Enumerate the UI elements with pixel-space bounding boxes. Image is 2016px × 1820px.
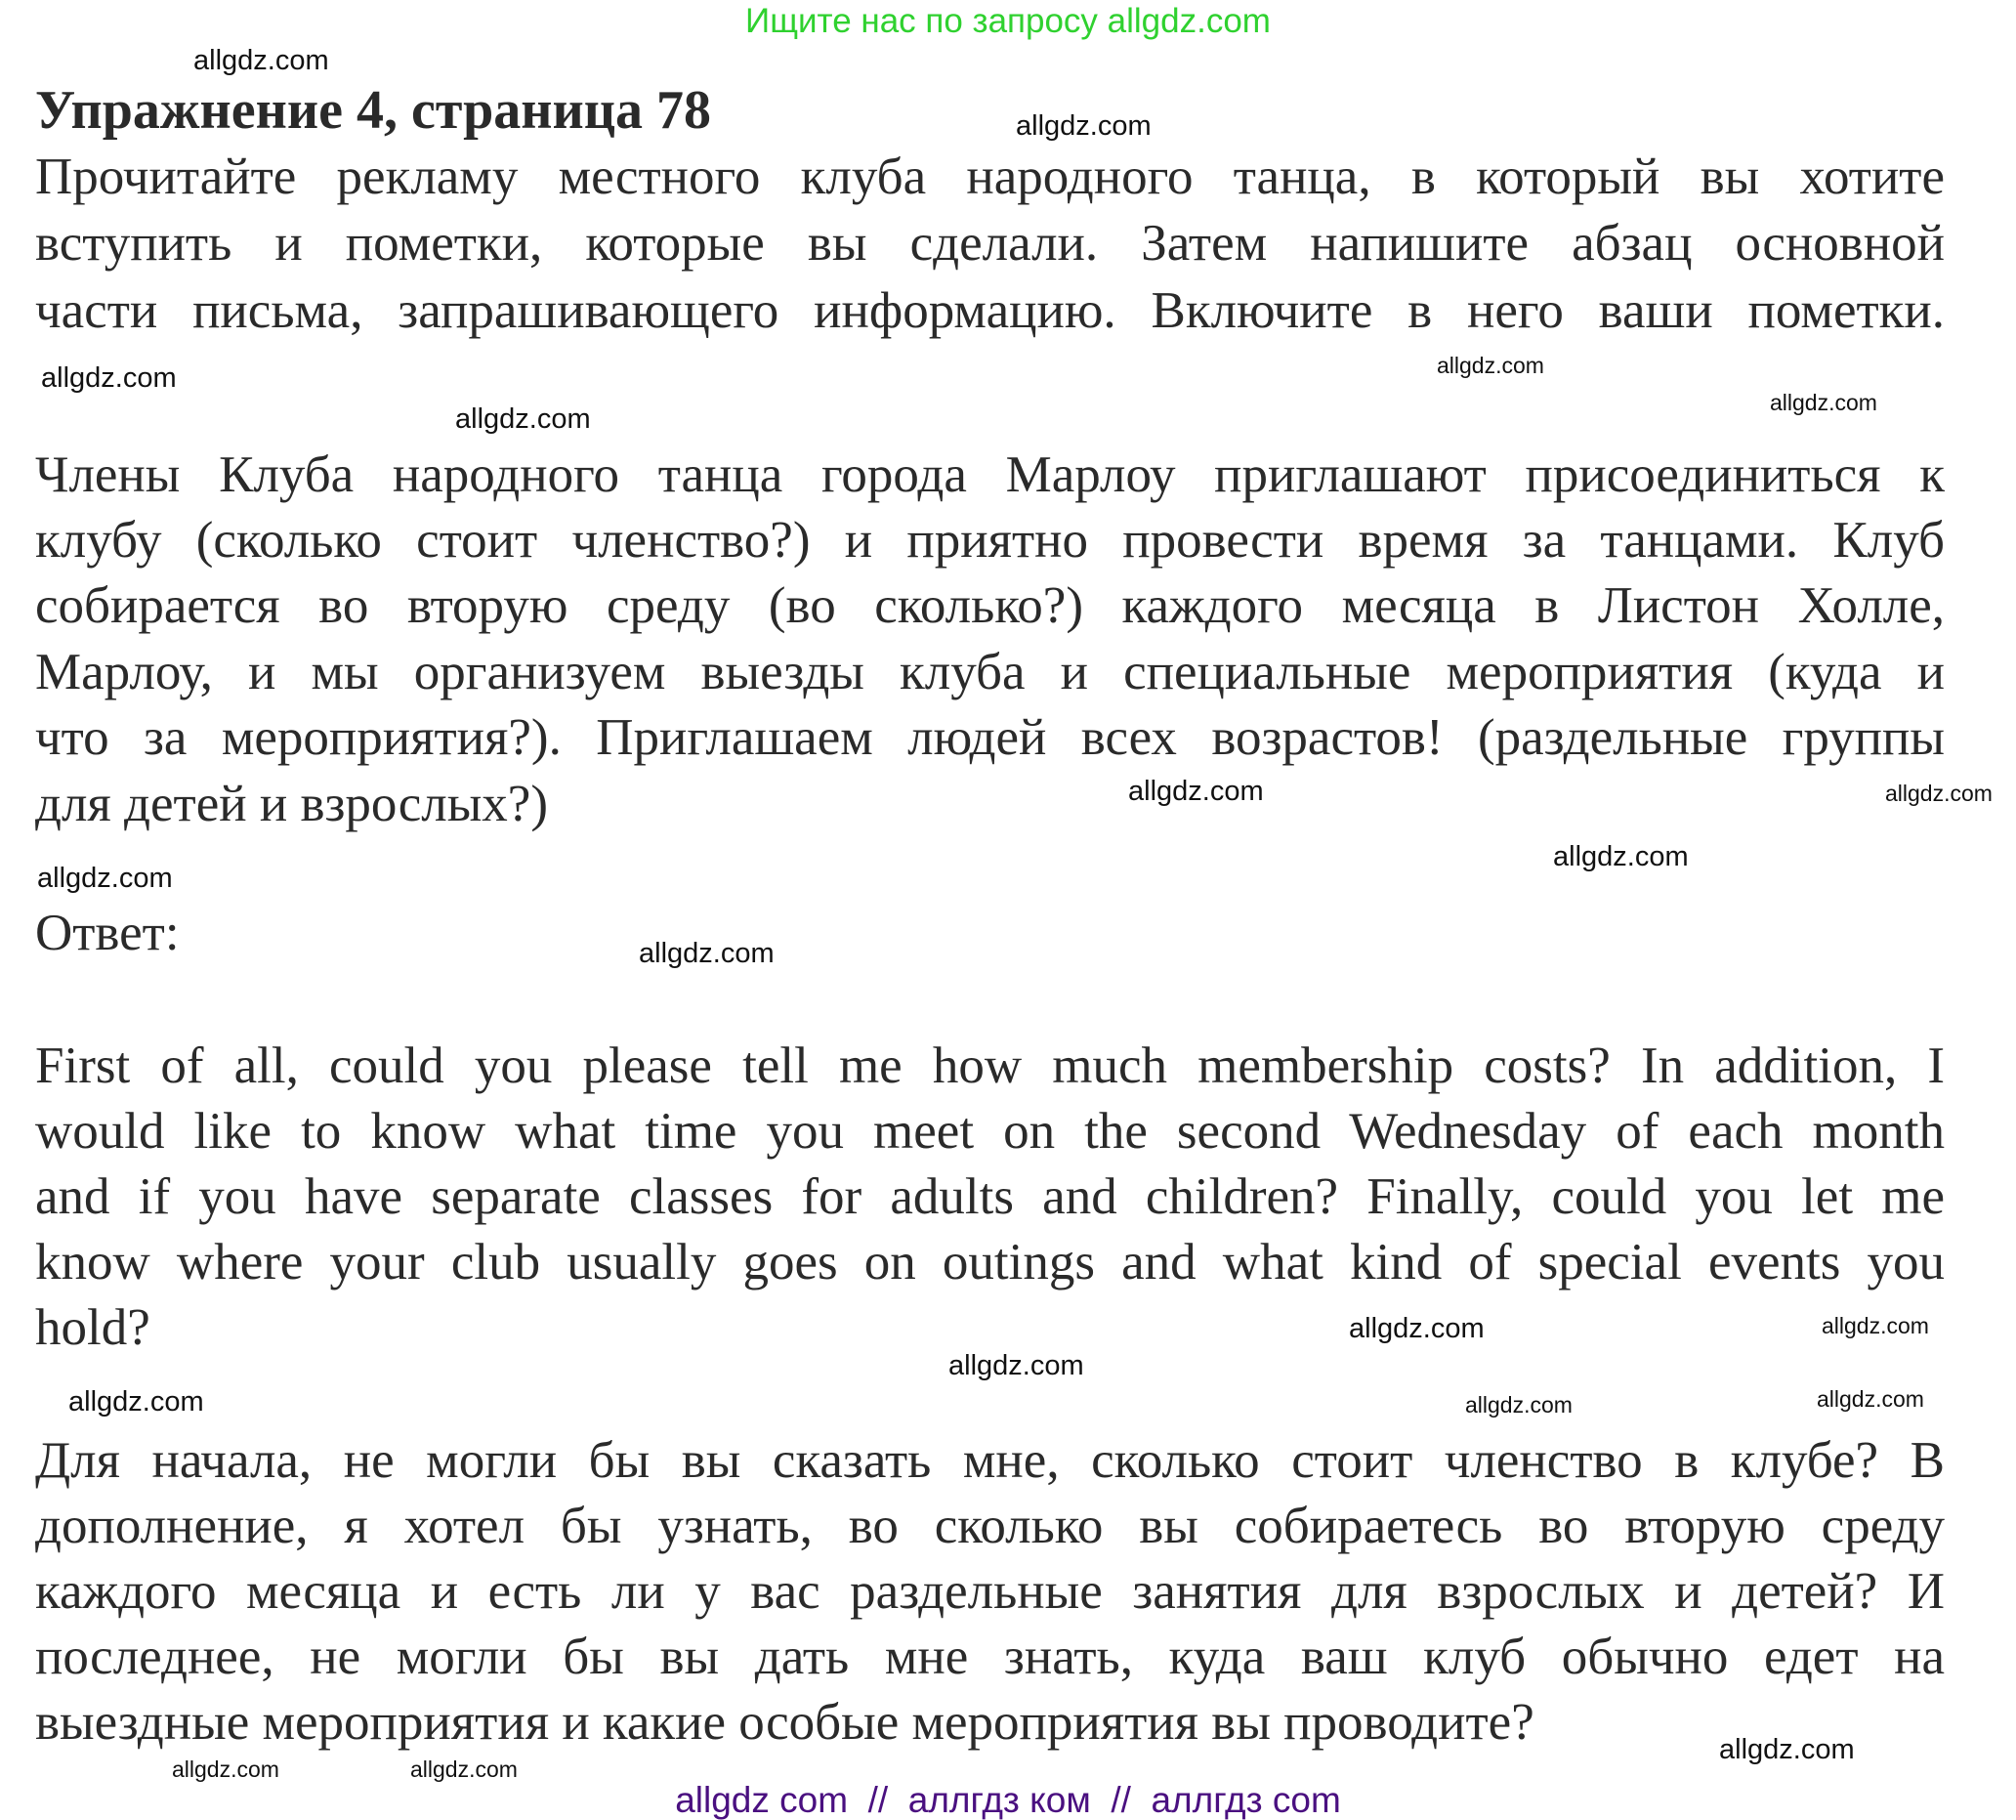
watermark: allgdz.com [1553,841,1689,872]
text-line: последнее, не могли бы вы дать мне знать, куда ваш клуб обычно едет на [35,1629,1945,1685]
watermark: allgdz.com [410,1757,518,1782]
text-line: дополнение, я хотел бы узнать, во сколько вы собираетесь во вторую среду [35,1498,1945,1554]
page-title: Упражнение 4, страница 78 [35,80,712,141]
text-line: собирается во вторую среду (во сколько?) каждого месяца в Листон Холле, [35,577,1945,634]
text-line: hold? [35,1299,150,1356]
text-line: know where your club usually goes on outings and what kind of special events you [35,1234,1945,1291]
text-line: части письма, запрашивающего информацию. Включите в него ваши пометки. [35,282,1945,339]
watermark: allgdz.com [172,1757,279,1782]
watermark: allgdz.com [193,45,329,76]
watermark: allgdz.com [1016,110,1152,142]
watermark: allgdz.com [1885,781,1993,806]
text-line: and if you have separate classes for adults and children? Finally, could you let me [35,1168,1945,1225]
text-line: для детей и взрослых?) [35,776,548,832]
text-line: выездные мероприятия и какие особые мероприятия вы проводите? [35,1694,1534,1751]
footer-links: allgdz com // аллгдз ком // аллгдз com [675,1780,1341,1820]
search-banner: Ищите нас по запросу allgdz.com [745,2,1271,40]
text-line: клубу (сколько стоит членство?) и приятно провести время за танцами. Клуб [35,512,1945,569]
watermark: allgdz.com [1437,353,1544,378]
text-line: вступить и пометки, которые вы сделали. Затем напишите абзац основной [35,215,1945,272]
watermark: allgdz.com [37,863,173,894]
watermark: allgdz.com [1822,1313,1929,1338]
watermark: allgdz.com [1817,1386,1924,1412]
watermark: allgdz.com [1128,776,1264,807]
text-line: would like to know what time you meet on the second Wednesday of each month [35,1103,1945,1160]
text-line: Члены Клуба народного танца города Марлоу приглашают присоединиться к [35,446,1945,503]
watermark: allgdz.com [455,403,591,435]
watermark: allgdz.com [1719,1734,1855,1765]
watermark: allgdz.com [948,1350,1084,1381]
text-line: Для начала, не могли бы вы сказать мне, сколько стоит членство в клубе? В [35,1432,1945,1489]
text-line: что за мероприятия?). Приглашаем людей всех возрастов! (раздельные группы [35,709,1945,766]
text-line: Марлоу, и мы организуем выезды клуба и специальные мероприятия (куда и [35,644,1945,700]
watermark: allgdz.com [1770,390,1877,415]
text-line: Прочитайте рекламу местного клуба народного танца, в который вы хотите [35,148,1945,205]
text-line: каждого месяца и есть ли у вас раздельные занятия для взрослых и детей? И [35,1563,1945,1620]
watermark: allgdz.com [1349,1313,1485,1344]
watermark: allgdz.com [41,362,177,394]
watermark: allgdz.com [639,938,775,969]
answer-label: Ответ: [35,905,180,961]
watermark: allgdz.com [68,1386,204,1418]
text-line: First of all, could you please tell me how much membership costs? In addition, I [35,1037,1945,1094]
watermark: allgdz.com [1465,1392,1573,1418]
